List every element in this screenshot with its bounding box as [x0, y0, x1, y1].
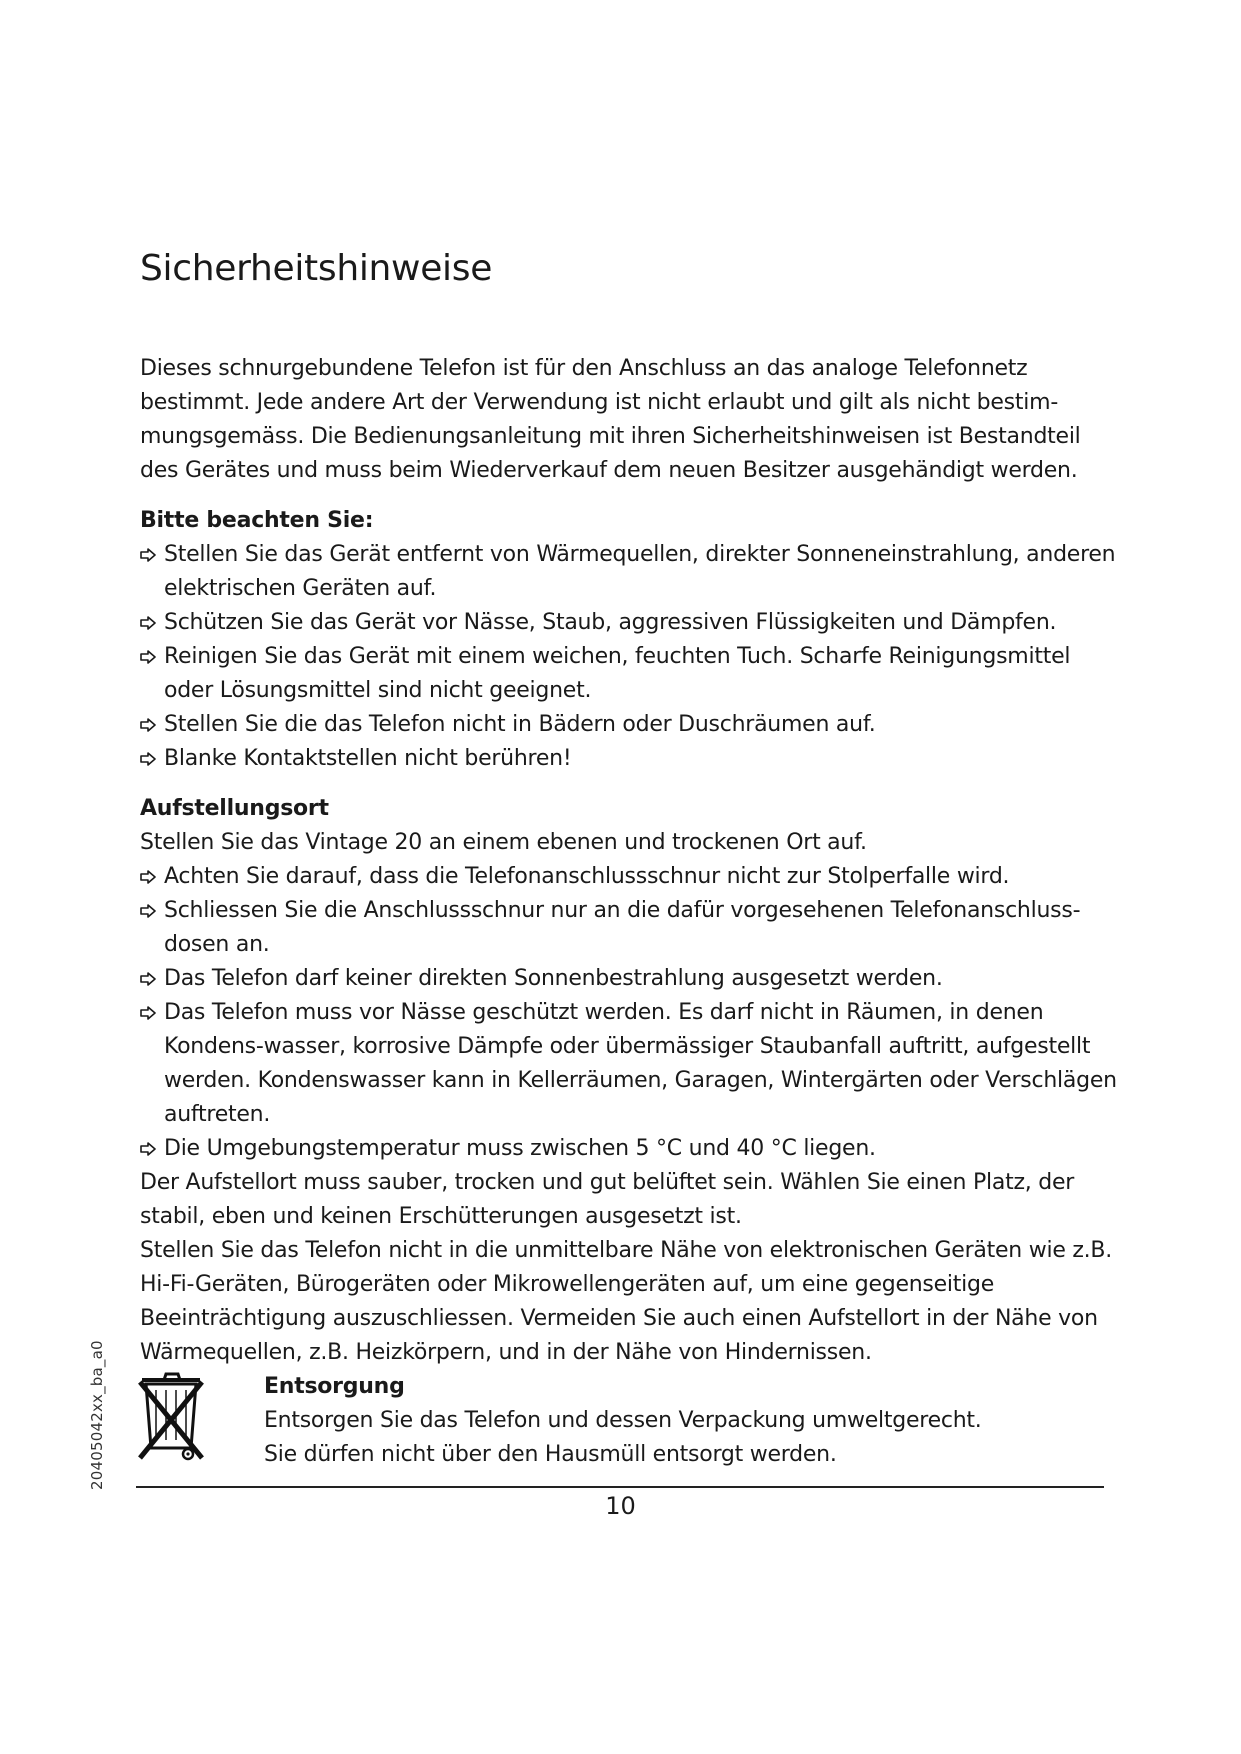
disposal-heading: Entsorgung [264, 1374, 405, 1399]
list-item-text: Das Telefon darf keiner direkten Sonnenbestrahlung ausgesetzt werden. [164, 966, 943, 991]
list-item-text: Reinigen Sie das Gerät mit einem weichen, feuchten Tuch. Scharfe Reinigungsmittel oder Lösungsmittel sind nicht geeignet. [164, 644, 1071, 703]
list-item-text: Achten Sie darauf, dass die Telefonanschlussschnur nicht zur Stolperfalle wird. [164, 864, 1010, 889]
list-item-text: Schützen Sie das Gerät vor Nässe, Staub, aggressiven Flüssigkeiten und Dämpfen. [164, 610, 1057, 635]
list-item [140, 606, 1120, 640]
arrow-bullet-icon [140, 718, 156, 732]
list-item-text: Die Umgebungstemperatur muss zwischen 5 °C und 40 °C liegen. [164, 1136, 876, 1161]
notice-heading: Bitte beachten Sie: [140, 508, 374, 533]
list-item-text: Das Telefon muss vor Nässe geschützt werden. Es darf nicht in Räumen, in denen Kondens-wasser, korrosive Dämpfe oder übermässiger Staubanfall auftritt, aufgestellt werden. Kondenswasser kann in Kellerräumen, Garagen, Wintergärten oder Verschlägen auftreten. [164, 1000, 1117, 1127]
location-intro: Stellen Sie das Vintage 20 an einem ebenen und trockenen Ort auf. [140, 830, 867, 855]
notice-list [140, 538, 1120, 776]
main-content [140, 352, 1120, 1370]
list-item-text: Schliessen Sie die Anschlussschnur nur an die dafür vorgesehenen Telefonanschluss-dosen an. [164, 898, 1081, 957]
list-item [140, 894, 1120, 962]
disposal-line-1: Entsorgen Sie das Telefon und dessen Verpackung umweltgerecht. [264, 1408, 982, 1433]
disposal-section [136, 1370, 1116, 1480]
disposal-text [264, 1370, 982, 1472]
page-number: 10 [605, 1492, 636, 1520]
intro-paragraph: Dieses schnurgebundene Telefon ist für den Anschluss an das analoge Telefonnetz bestimmt. Jede andere Art der Verwendung ist nicht erlaubt und gilt als nicht bestim-mungsgemäss. Die Bedienungsanleitung mit ihren Sicherheitshinweisen ist Bestandteil des Gerätes und muss beim Wiederverkauf dem neuen Besitzer ausgehändigt werden. [140, 356, 1081, 483]
document-code: 20405042xx_ba_a0 [88, 1340, 106, 1490]
arrow-bullet-icon [140, 616, 156, 630]
arrow-bullet-icon [140, 548, 156, 562]
location-paragraph-2: Stellen Sie das Telefon nicht in die unmittelbare Nähe von elektronischen Geräten wie z.B. Hi-Fi-Geräten, Bürogeräten oder Mikrowellengeräten auf, um eine gegenseitige Beeinträchtigung auszuschliessen. Vermeiden Sie auch einen Aufstellort in der Nähe von Wärmequellen, z.B. Heizkörpern, und in der Nähe von Hindernissen. [140, 1238, 1112, 1365]
arrow-bullet-icon [140, 752, 156, 766]
location-paragraph-1: Der Aufstellort muss sauber, trocken und gut belüftet sein. Wählen Sie einen Platz, der stabil, eben und keinen Erschütterungen ausgesetzt ist. [140, 1170, 1075, 1229]
arrow-bullet-icon [140, 1006, 156, 1020]
arrow-bullet-icon [140, 650, 156, 664]
list-item-text: Stellen Sie die das Telefon nicht in Bädern oder Duschräumen auf. [164, 712, 876, 737]
list-item [140, 538, 1120, 606]
list-item [140, 742, 1120, 776]
list-item [140, 962, 1120, 996]
arrow-bullet-icon [140, 1142, 156, 1156]
location-heading: Aufstellungsort [140, 796, 329, 821]
disposal-line-2: Sie dürfen nicht über den Hausmüll entsorgt werden. [264, 1442, 837, 1467]
arrow-bullet-icon [140, 904, 156, 918]
crossed-out-wheelie-bin-icon [136, 1370, 206, 1462]
list-item [140, 1132, 1120, 1166]
page-title: Sicherheitshinweise [140, 248, 493, 289]
list-item-text: Stellen Sie das Gerät entfernt von Wärmequellen, direkter Sonneneinstrahlung, anderen elektrischen Geräten auf. [164, 542, 1116, 601]
list-item-text: Blanke Kontaktstellen nicht berühren! [164, 746, 572, 771]
arrow-bullet-icon [140, 870, 156, 884]
arrow-bullet-icon [140, 972, 156, 986]
footer-divider [136, 1486, 1104, 1488]
location-list [140, 860, 1120, 1166]
list-item [140, 996, 1120, 1132]
list-item [140, 708, 1120, 742]
list-item [140, 860, 1120, 894]
list-item [140, 640, 1120, 708]
